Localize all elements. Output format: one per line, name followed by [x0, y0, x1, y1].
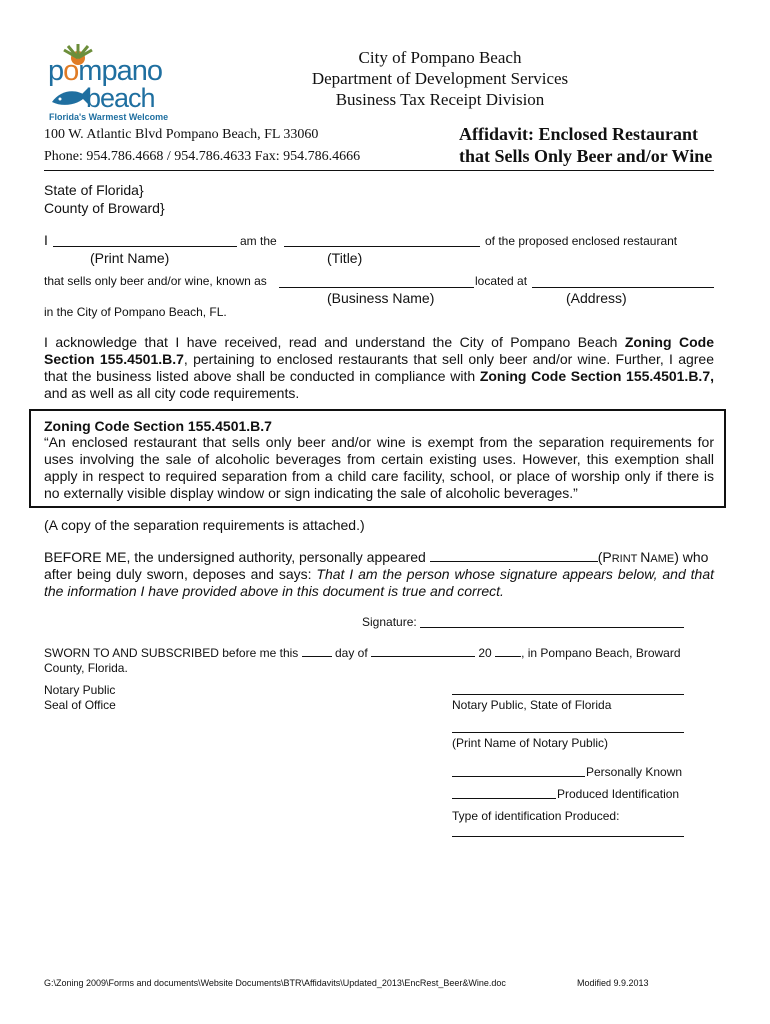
form-title-line1: Affidavit: Enclosed Restaurant — [459, 124, 698, 144]
sworn-statement: That I am the person whose signature appears below, and that the information I have provided above in this document is true and correct. — [44, 566, 715, 599]
type-id-label: Type of identification Produced: — [452, 809, 620, 823]
proposed-restaurant-label: of the proposed enclosed restaurant — [485, 234, 678, 248]
before-me-paragraph: after being duly sworn, deposes and says: That I am the person whose signature appears below, and that the information I have provided above in this document is true and correct. — [44, 566, 715, 599]
sworn-day-field[interactable] — [302, 647, 332, 657]
city-line: in the City of Pompano Beach, FL. — [44, 305, 227, 319]
zoning-code-ref-2: Zoning Code Section 155.4501.B.7, — [479, 368, 715, 384]
logo-tagline: Florida's Warmest Welcome — [49, 112, 169, 122]
i-label: I — [44, 232, 48, 248]
notary-print-name-label: (Print Name of Notary Public) — [452, 736, 609, 750]
sworn-line: SWORN TO AND SUBSCRIBED before me this day of 20 , in Pompano Beach, Broward — [44, 646, 681, 660]
produced-id-label: Produced Identification — [557, 787, 680, 801]
state-line: State of Florida} — [44, 182, 144, 198]
address-caption: (Address) — [566, 290, 627, 306]
notary-public-label: Notary Public — [44, 683, 116, 697]
logo-word-rest: mpano — [78, 55, 162, 87]
address-field[interactable] — [532, 287, 714, 288]
sworn-month-field[interactable] — [371, 647, 475, 657]
header-address: 100 W. Atlantic Blvd Pompano Beach, FL 33060 — [44, 127, 319, 142]
header-phone: Phone: 954.786.4668 / 954.786.4633 Fax: 954.786.4666 — [44, 149, 361, 164]
footer-path: G:\Zoning 2009\Forms and documents\Website Documents\BTR\Affidavits\Updated_2013\EncRest_Beer&Wine.doc — [44, 978, 506, 988]
zoning-box-text: “An enclosed restaurant that sells only beer and/or wine is exempt from the separation requirements for uses involving the sale of alcoholic beverages from certain existing uses. However, this exemption shall apply in respect to required separation from a child care facility, school, or place of worship only if there is no externally visible display window or sign indicating the sale of alcoholic beverages.” — [44, 434, 714, 501]
copy-note: (A copy of the separation requirements is attached.) — [44, 517, 365, 533]
logo-word-p: p — [48, 55, 64, 87]
zoning-code-ref-1: Zoning Code Section 155.4501.B.7 — [44, 334, 714, 367]
header-divider — [44, 170, 714, 171]
footer-modified: Modified 9.9.2013 — [577, 978, 649, 988]
notary-print-name-field[interactable] — [452, 732, 684, 733]
print-name-caption: (Print Name) — [90, 250, 170, 266]
county-line: County of Broward} — [44, 200, 165, 216]
signature-field[interactable] — [420, 627, 684, 628]
logo-sun-o: o — [63, 55, 79, 87]
title-field[interactable] — [284, 246, 480, 247]
signature-label: Signature: — [362, 615, 417, 629]
seal-of-office-label: Seal of Office — [44, 698, 116, 712]
known-as-label: that sells only beer and/or wine, known as — [44, 274, 267, 288]
header-division: Business Tax Receipt Division — [335, 90, 545, 109]
logo-word-beach: beach — [86, 83, 155, 113]
header-city: City of Pompano Beach — [358, 48, 522, 67]
personally-known-field[interactable] — [452, 776, 585, 777]
sworn-year-field[interactable] — [495, 647, 521, 657]
notary-signature-field[interactable] — [452, 694, 684, 695]
form-title-line2: that Sells Only Beer and/or Wine — [459, 146, 713, 166]
sworn-county: County, Florida. — [44, 661, 128, 675]
located-at-label: located at — [475, 274, 528, 288]
am-the-label: am the — [240, 234, 277, 248]
zoning-box-heading: Zoning Code Section 155.4501.B.7 — [44, 418, 272, 434]
header-department: Department of Development Services — [311, 69, 569, 88]
print-name-field[interactable] — [53, 246, 237, 247]
personally-known-label: Personally Known — [586, 765, 683, 779]
title-caption: (Title) — [327, 250, 363, 266]
appeared-name-field[interactable] — [430, 550, 598, 562]
type-id-field[interactable] — [452, 836, 684, 837]
business-name-field[interactable] — [279, 287, 474, 288]
business-name-caption: (Business Name) — [327, 290, 435, 306]
before-me-line1: BEFORE ME, the undersigned authority, personally appeared (PRINT NAME) who — [44, 549, 709, 565]
notary-state-label: Notary Public, State of Florida — [452, 698, 612, 712]
acknowledgement-paragraph: I acknowledge that I have received, read and understand the City of Pompano Beach Zoning Code Section 155.4501.B.7, pertaining to enclosed restaurants that sell only beer and/or wine. Further, I agree that the business listed above shall be conducted in compliance with Zoning Code Section 155.4501.B.7, and as well as all city code requirements. — [44, 334, 715, 401]
produced-id-field[interactable] — [452, 798, 556, 799]
